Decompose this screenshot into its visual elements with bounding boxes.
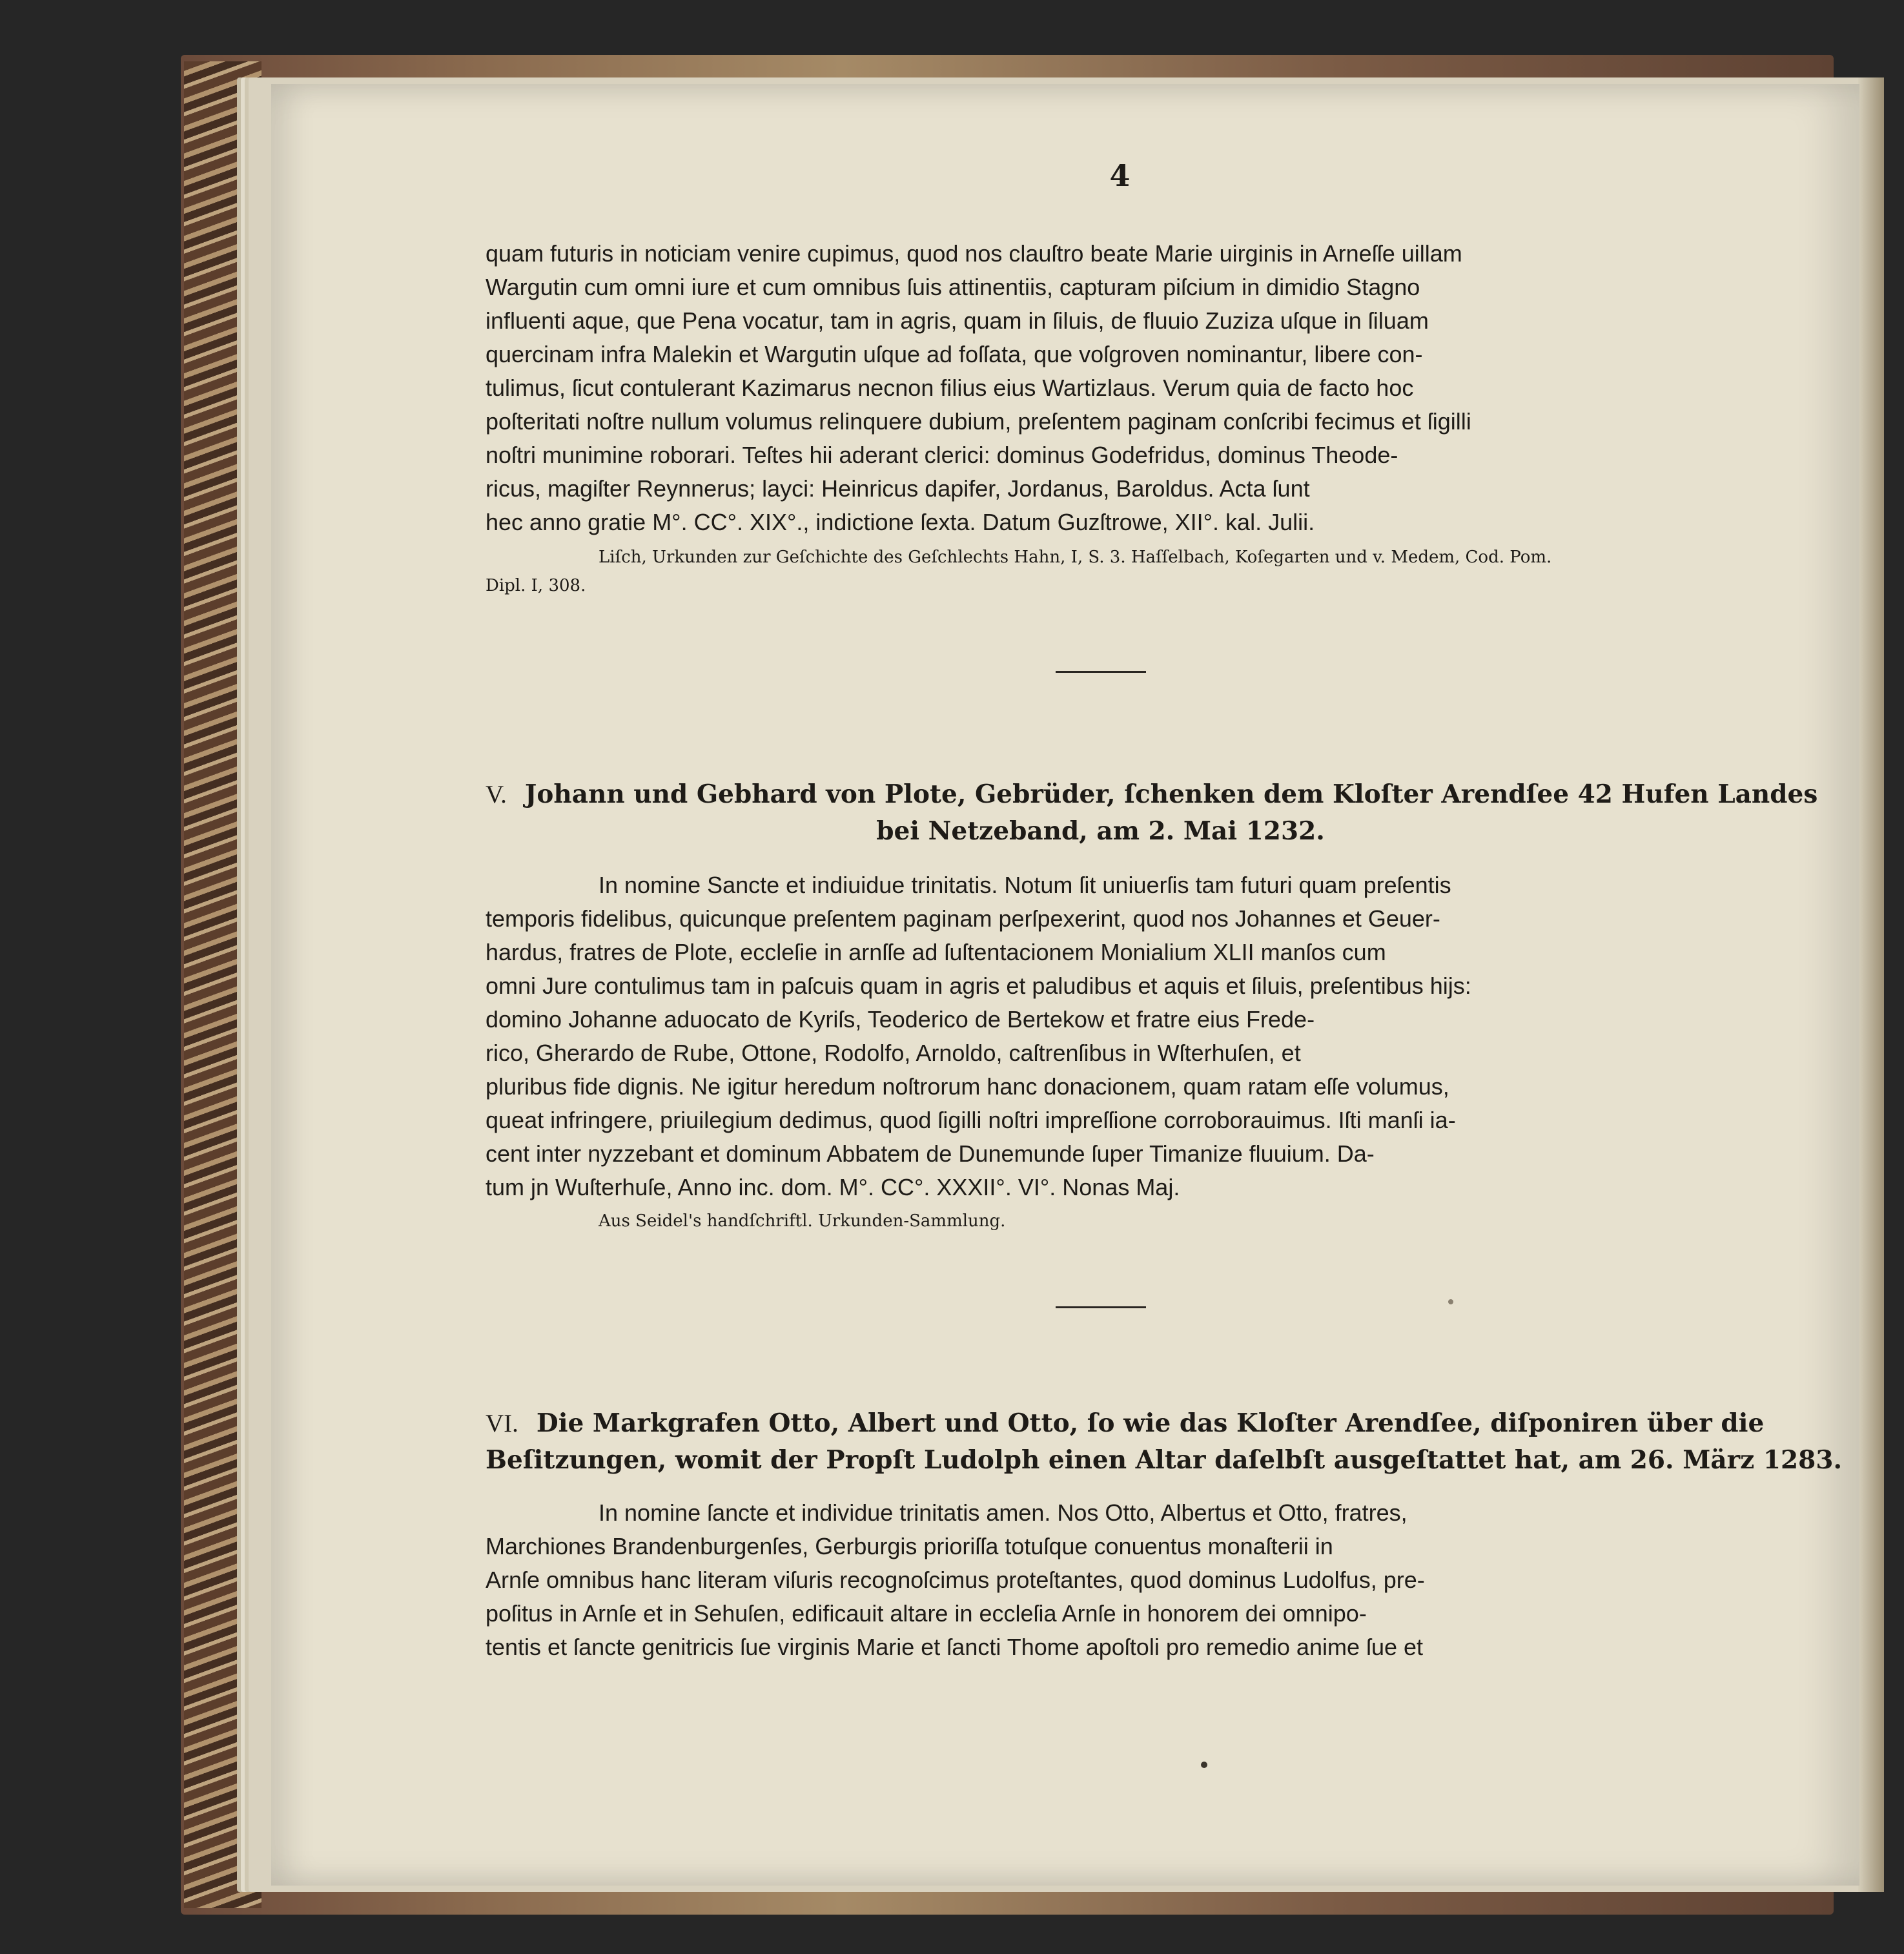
heading-line: Johann und Gebhard von Plote, Gebrüder, ſchenken dem Kloſter Arendſee 42 Hufen Landes <box>524 779 1818 809</box>
source-line: Dipl. I, 308. <box>486 576 586 595</box>
text-line: noſtri munimine roborari. Teſtes hii aderant clerici: dominus Godefridus, dominus Theode- <box>486 442 1398 468</box>
text-line: Marchiones Brandenburgenſes, Gerburgis prioriſſa totuſque conuentus monaſterii in <box>486 1533 1333 1559</box>
ink-speck <box>1201 1762 1207 1768</box>
text-line: quercinam infra Malekin et Wargutin uſque ad foſſata, que voſgroven nominantur, libere con- <box>486 341 1423 367</box>
section-vi-heading <box>486 1405 1843 1478</box>
text-line: tentis et ſancte genitricis ſue virginis Marie et ſancti Thome apoſtoli pro remedio anime ſue et <box>486 1634 1424 1660</box>
text-line: omni Jure contulimus tam in paſcuis quam in agris et paludibus et aquis et ſiluis, preſentibus hijs: <box>486 972 1471 999</box>
text-line: queat infringere, priuilegium dedimus, quod ſigilli noſtri impreſſione corroborauimus. Iſti manſi ia- <box>486 1107 1456 1133</box>
source-line: Liſch, Urkunden zur Geſchichte des Geſchlechts Hahn, I, S. 3. Haſſelbach, Koſegarten und v. Medem, Cod. Pom. <box>599 548 1552 567</box>
source-line: Aus Seidel's handſchriftl. Urkunden-Sammlung. <box>599 1211 1006 1231</box>
section-v-heading <box>486 776 1818 849</box>
text-line: Arnſe omnibus hanc literam viſuris recognoſcimus proteſtantes, quod dominus Ludolfus, pre- <box>486 1567 1425 1593</box>
text-line: temporis fidelibus, quicunque preſentem paginam perſpexerint, quod nos Johannes et Geuer- <box>486 905 1440 932</box>
page-number: 4 <box>1109 158 1131 193</box>
text-line: poſitus in Arnſe et in Sehuſen, edificauit altare in eccleſia Arnſe in honorem dei omnipo- <box>486 1600 1367 1627</box>
heading-line: Die Markgrafen Otto, Albert und Otto, ſo wie das Kloſter Arendſee, diſponiren über die <box>536 1408 1765 1438</box>
section-numeral: V. <box>486 781 507 808</box>
section-iv-source <box>486 543 1715 600</box>
heading-line: bei Netzeband, am 2. Mai 1232. <box>876 816 1325 846</box>
text-line: rico, Gherardo de Rube, Ottone, Rodolfo, Arnoldo, caſtrenſibus in Wſterhuſen, et <box>486 1040 1301 1066</box>
page-content <box>486 158 1843 1664</box>
text-line: poſteritati noſtre nullum volumus relinquere dubium, preſentem paginam conſcribi fecimus et ſigilli <box>486 408 1471 435</box>
text-line: tulimus, ſicut contulerant Kazimarus necnon filius eius Wartizlaus. Verum quia de facto hoc <box>486 375 1414 401</box>
book-right-edge <box>1858 77 1884 1892</box>
heading-line: Beſitzungen, womit der Propſt Ludolph einen Altar daſelbſt ausgeſtattet hat, am 26. März 1283. <box>486 1445 1843 1475</box>
text-line: In nomine ſancte et individue trinitatis amen. Nos Otto, Albertus et Otto, fratres, <box>599 1499 1408 1526</box>
text-line: cent inter nyzzebant et dominum Abbatem de Dunemunde ſuper Timanize fluuium. Da- <box>486 1140 1375 1167</box>
section-iv-text <box>486 237 1715 539</box>
text-line: influenti aque, que Pena vocatur, tam in agris, quam in ſiluis, de fluuio Zuziza uſque in ſiluam <box>486 307 1429 334</box>
text-line: Wargutin cum omni iure et cum omnibus ſuis attinentiis, capturam piſcium in dimidio Stagno <box>486 274 1420 300</box>
section-v-source <box>486 1207 1715 1235</box>
text-line: In nomine Sancte et indiuidue trinitatis. Notum ſit uniuerſis tam futuri quam preſentis <box>599 872 1451 898</box>
text-line: hardus, fratres de Plote, eccleſie in arnſſe ad ſuſtentacionem Monialium XLII manſos cum <box>486 939 1386 965</box>
text-line: tum jn Wuſterhuſe, Anno inc. dom. M°. CC°. XXXII°. VI°. Nonas Maj. <box>486 1174 1180 1200</box>
text-line: domino Johanne aduocato de Kyriſs, Teoderico de Bertekow et fratre eius Frede- <box>486 1006 1315 1033</box>
text-line: quam futuris in noticiam venire cupimus, quod nos clauſtro beate Marie uirginis in Arneſſe uillam <box>486 240 1462 267</box>
text-line: hec anno gratie M°. CC°. XIX°., indictione ſexta. Datum Guzſtrowe, XII°. kal. Julii. <box>486 509 1315 535</box>
text-line: ricus, magiſter Reynnerus; layci: Heinricus dapifer, Jordanus, Baroldus. Acta ſunt <box>486 475 1310 502</box>
section-vi-text <box>486 1496 1715 1664</box>
section-numeral: VI. <box>486 1410 518 1437</box>
section-v-text <box>486 869 1715 1204</box>
ink-speck <box>1448 1299 1453 1304</box>
text-line: pluribus fide dignis. Ne igitur heredum noſtrorum hanc donacionem, quam ratam eſſe volumus, <box>486 1073 1449 1100</box>
